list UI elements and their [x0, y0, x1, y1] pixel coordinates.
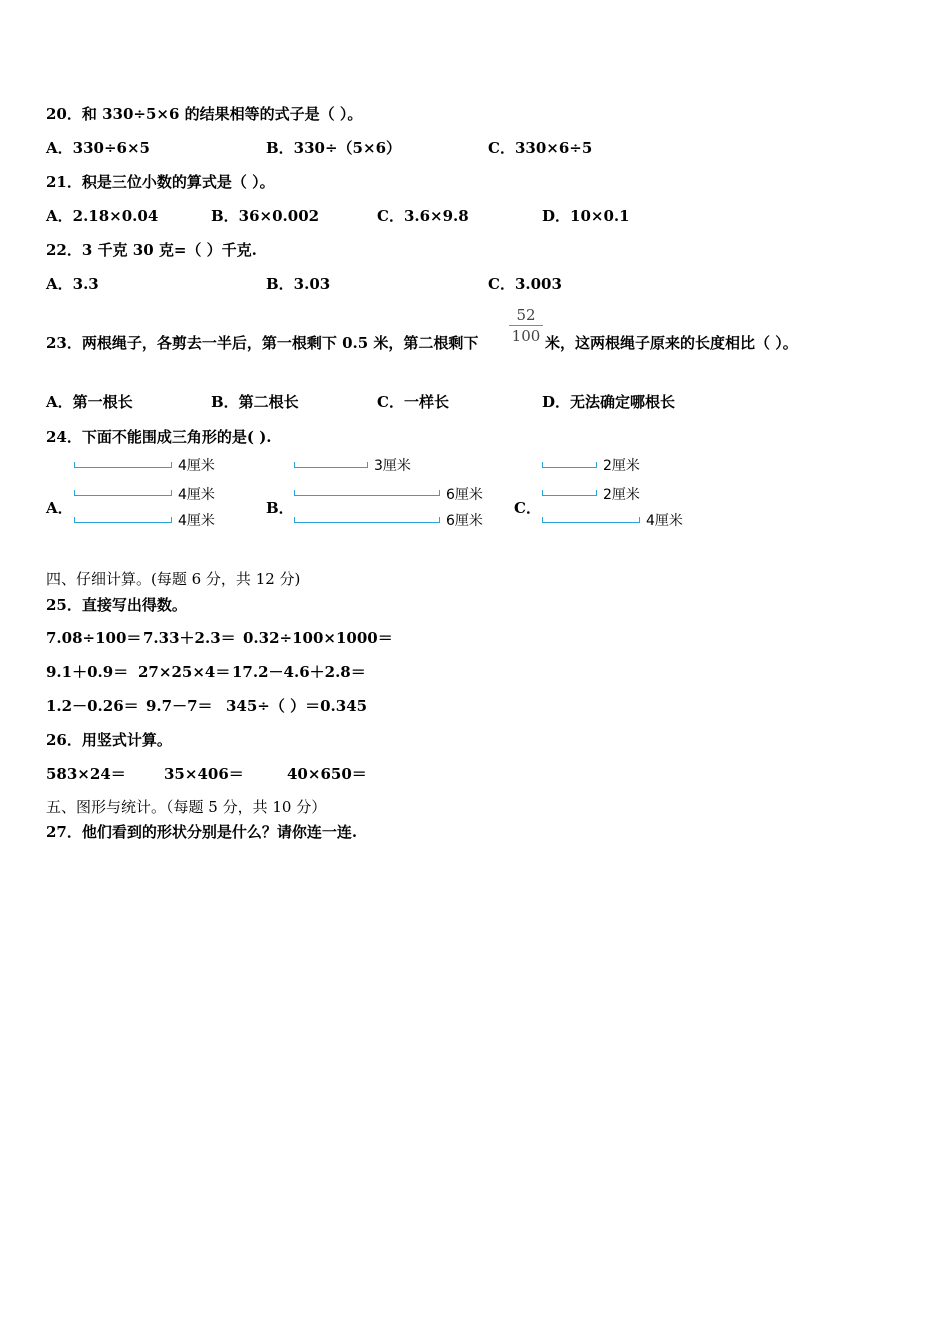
segment-b1 [294, 462, 368, 468]
segment-a3-label: 4厘米 [178, 513, 215, 529]
q23-option-c[interactable]: C．一样长 [377, 393, 449, 411]
q22-option-a[interactable]: A．3.3 [46, 275, 99, 293]
segment-a3 [74, 517, 172, 523]
q25-r1-c1: 7.08÷100＝ [46, 629, 142, 647]
q25-r2-c1: 9.1＋0.9＝ [46, 663, 129, 681]
q25-r3-c1: 1.2－0.26＝ [46, 697, 139, 715]
segment-c2 [542, 490, 597, 496]
q21-option-d[interactable]: D．10×0.1 [542, 207, 630, 225]
segment-c3-label: 4厘米 [646, 513, 683, 529]
segment-b2-label: 6厘米 [446, 487, 483, 503]
segment-c1-label: 2厘米 [603, 458, 640, 474]
q26-c3: 40×650＝ [287, 765, 367, 783]
q23-fraction-numerator: 52 [516, 306, 536, 324]
q24-option-c[interactable]: C． [514, 499, 541, 517]
q23-fraction [509, 306, 543, 345]
segment-a1-label: 4厘米 [178, 458, 215, 474]
q24-option-a[interactable]: A． [46, 499, 73, 517]
section-5-heading: 五、图形与统计。（每题 5 分，共 10 分） [46, 798, 327, 816]
q25-r1-c3: 0.32÷100×1000＝ [243, 629, 393, 647]
q26-stem: 26．用竖式计算。 [46, 731, 172, 749]
q25-stem: 25．直接写出得数。 [46, 596, 187, 614]
q25-r2-c3: 17.2－4.6＋2.8＝ [232, 663, 366, 681]
q20-option-a[interactable]: A．330÷6×5 [46, 139, 150, 157]
q25-r3-c2: 9.7－7＝ [146, 697, 213, 715]
section-4-heading: 四、仔细计算。(每题 6 分，共 12 分) [46, 570, 301, 588]
q27-stem: 27．他们看到的形状分别是什么？请你连一连. [46, 823, 358, 841]
q21-option-b[interactable]: B．36×0.002 [211, 207, 320, 225]
q23-stem-after: 米，这两根绳子原来的长度相比（ ）。 [545, 334, 798, 352]
q21-option-c[interactable]: C．3.6×9.8 [377, 207, 469, 225]
q21-option-a[interactable]: A．2.18×0.04 [46, 207, 159, 225]
segment-b1-label: 3厘米 [374, 458, 411, 474]
q24-option-b[interactable]: B． [266, 499, 294, 517]
q23-option-d[interactable]: D．无法确定哪根长 [542, 393, 676, 411]
q22-option-c[interactable]: C．3.003 [488, 275, 562, 293]
segment-a1 [74, 462, 172, 468]
q25-r1-c2: 7.33＋2.3＝ [143, 629, 236, 647]
q22-option-b[interactable]: B．3.03 [266, 275, 331, 293]
segment-a2-label: 4厘米 [178, 487, 215, 503]
q24-stem: 24．下面不能围成三角形的是( ). [46, 428, 272, 446]
q26-c2: 35×406＝ [164, 765, 244, 783]
q20-option-c[interactable]: C．330×6÷5 [488, 139, 593, 157]
segment-c2-label: 2厘米 [603, 487, 640, 503]
segment-b3-label: 6厘米 [446, 513, 483, 529]
q26-c1: 583×24＝ [46, 765, 126, 783]
q20-option-b[interactable]: B．330÷（5×6） [266, 139, 402, 157]
q23-option-a[interactable]: A．第一根长 [46, 393, 133, 411]
q25-r2-c2: 27×25×4＝ [138, 663, 231, 681]
q20-stem: 20．和 330÷5×6 的结果相等的式子是（ ）。 [46, 105, 363, 123]
segment-b2 [294, 490, 440, 496]
q21-stem: 21．积是三位小数的算式是（ ）。 [46, 173, 275, 191]
q23-stem-before: 23．两根绳子，各剪去一半后，第一根剩下 0.5 米，第二根剩下 [46, 334, 479, 352]
q25-r3-c3: 345÷（ ）＝0.345 [226, 697, 368, 715]
segment-c1 [542, 462, 597, 468]
q23-option-b[interactable]: B．第二根长 [211, 393, 299, 411]
segment-b3 [294, 517, 440, 523]
q23-fraction-denominator: 100 [511, 327, 541, 345]
q22-stem: 22．3 千克 30 克=（ ）千克. [46, 241, 257, 259]
segment-a2 [74, 490, 172, 496]
q23-fraction-bar [509, 325, 543, 326]
segment-c3 [542, 517, 640, 523]
